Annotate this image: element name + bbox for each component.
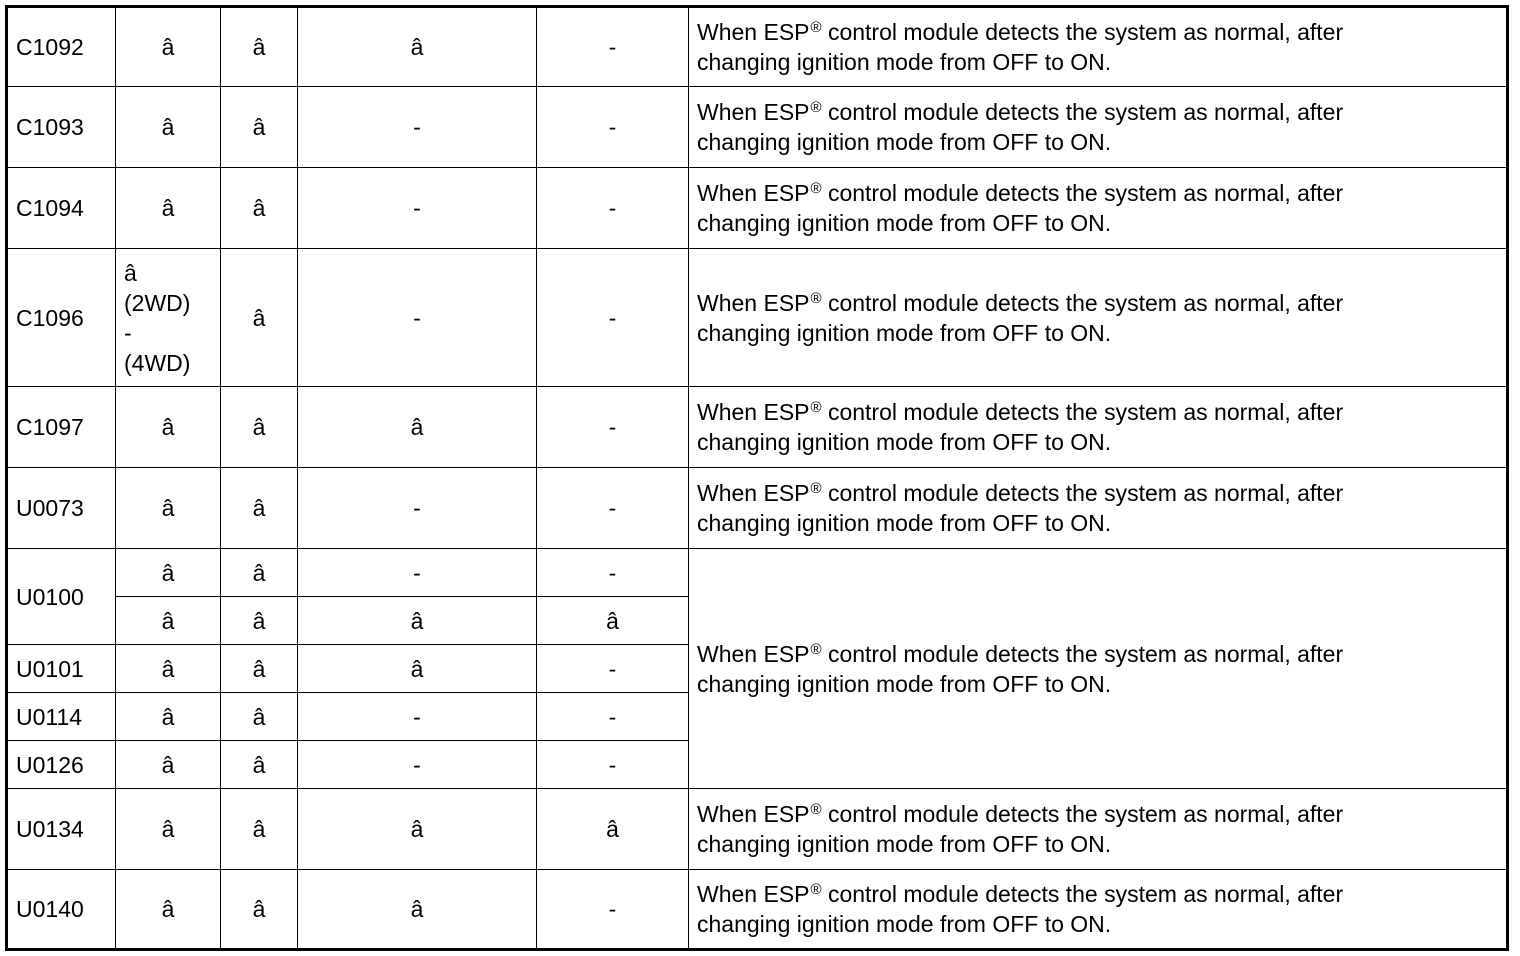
condition-text: control module detects the system as normal, after	[821, 99, 1344, 125]
mark-cell: â	[537, 789, 689, 870]
mark-cell: â	[221, 549, 298, 597]
mark-cell: â	[221, 789, 298, 870]
condition-text: When ESP	[697, 399, 810, 425]
mark-line: -	[124, 319, 132, 346]
condition-text: control module detects the system as normal, after	[821, 180, 1344, 206]
condition-text: When ESP	[697, 99, 810, 125]
mark-cell: â	[116, 387, 221, 468]
mark-cell: â	[116, 468, 221, 549]
table-row	[7, 549, 1508, 597]
mark-cell: -	[537, 741, 689, 789]
mark-cell: -	[537, 693, 689, 741]
dtc-table	[5, 5, 1509, 951]
registered-mark: ®	[810, 801, 822, 818]
dtc-code: U0126	[7, 741, 116, 789]
mark-cell: â	[298, 597, 537, 645]
recovery-condition	[689, 7, 1508, 87]
mark-cell: â	[221, 87, 298, 168]
mark-cell: -	[298, 693, 537, 741]
dtc-code: U0073	[7, 468, 116, 549]
mark-cell-drive-variant	[116, 249, 221, 387]
condition-text: changing ignition mode from OFF to ON.	[697, 911, 1112, 937]
mark-cell: â	[298, 789, 537, 870]
drive-label-2wd: (2WD)	[124, 289, 191, 316]
dtc-code: U0134	[7, 789, 116, 870]
dtc-code: U0101	[7, 645, 116, 693]
condition-text: changing ignition mode from OFF to ON.	[697, 670, 1112, 697]
mark-cell: -	[298, 87, 537, 168]
mark-cell: â	[221, 7, 298, 87]
dtc-code: U0140	[7, 870, 116, 950]
dtc-code: C1093	[7, 87, 116, 168]
mark-cell: -	[537, 468, 689, 549]
mark-cell: â	[537, 597, 689, 645]
dtc-code: U0100	[7, 549, 116, 645]
table-row	[7, 468, 1508, 549]
mark-cell: -	[298, 549, 537, 597]
dtc-code: C1092	[7, 7, 116, 87]
mark-cell: â	[116, 645, 221, 693]
condition-text: changing ignition mode from OFF to ON.	[697, 319, 1112, 346]
recovery-condition	[689, 789, 1508, 870]
recovery-condition	[689, 168, 1508, 249]
mark-cell: â	[116, 741, 221, 789]
mark-cell: -	[298, 741, 537, 789]
mark-cell: -	[537, 387, 689, 468]
dtc-code: C1097	[7, 387, 116, 468]
registered-mark: ®	[810, 99, 822, 116]
mark-cell: â	[298, 387, 537, 468]
registered-mark: ®	[810, 180, 822, 197]
table-row	[7, 168, 1508, 249]
dtc-code: C1094	[7, 168, 116, 249]
table-row	[7, 870, 1508, 950]
mark-cell: â	[298, 7, 537, 87]
condition-text: control module detects the system as normal, after	[821, 480, 1344, 506]
mark-line: â	[124, 259, 137, 286]
mark-cell: â	[298, 870, 537, 950]
condition-text: changing ignition mode from OFF to ON.	[697, 510, 1112, 536]
registered-mark: ®	[810, 640, 822, 658]
condition-text: changing ignition mode from OFF to ON.	[697, 129, 1112, 155]
mark-cell: â	[116, 693, 221, 741]
mark-cell: â	[116, 789, 221, 870]
mark-cell: -	[298, 249, 537, 387]
condition-text: changing ignition mode from OFF to ON.	[697, 49, 1112, 75]
mark-cell: -	[537, 87, 689, 168]
mark-cell: â	[116, 870, 221, 950]
mark-cell: â	[221, 387, 298, 468]
table-row	[7, 249, 1508, 387]
condition-text: control module detects the system as normal, after	[821, 881, 1344, 907]
mark-cell: â	[116, 168, 221, 249]
condition-text: When ESP	[697, 289, 810, 316]
table-row	[7, 387, 1508, 468]
condition-text: When ESP	[697, 801, 810, 827]
mark-cell: â	[221, 741, 298, 789]
recovery-condition	[689, 549, 1508, 789]
mark-cell: â	[221, 645, 298, 693]
mark-cell: â	[116, 549, 221, 597]
condition-text: When ESP	[697, 180, 810, 206]
recovery-condition	[689, 870, 1508, 950]
drive-label-4wd: (4WD)	[124, 349, 191, 376]
condition-text: When ESP	[697, 640, 810, 667]
condition-text: When ESP	[697, 881, 810, 907]
dtc-code: C1096	[7, 249, 116, 387]
mark-cell: â	[116, 87, 221, 168]
mark-cell: -	[537, 7, 689, 87]
mark-cell: -	[537, 168, 689, 249]
mark-cell: -	[537, 870, 689, 950]
condition-text: control module detects the system as normal, after	[821, 640, 1344, 667]
condition-text: changing ignition mode from OFF to ON.	[697, 831, 1112, 857]
registered-mark: ®	[810, 480, 822, 497]
table-row	[7, 87, 1508, 168]
mark-cell: -	[298, 168, 537, 249]
mark-cell: -	[537, 645, 689, 693]
dtc-code: U0114	[7, 693, 116, 741]
mark-cell: â	[221, 249, 298, 387]
table-row	[7, 7, 1508, 87]
registered-mark: ®	[810, 289, 822, 307]
mark-cell: â	[221, 468, 298, 549]
condition-text: control module detects the system as normal, after	[821, 801, 1344, 827]
mark-cell: -	[537, 249, 689, 387]
registered-mark: ®	[810, 19, 822, 36]
condition-text: changing ignition mode from OFF to ON.	[697, 210, 1112, 236]
table-row	[7, 789, 1508, 870]
recovery-condition	[689, 468, 1508, 549]
condition-text: When ESP	[697, 480, 810, 506]
recovery-condition	[689, 387, 1508, 468]
mark-cell: â	[221, 597, 298, 645]
mark-cell: â	[116, 7, 221, 87]
recovery-condition	[689, 87, 1508, 168]
condition-text: control module detects the system as normal, after	[821, 289, 1344, 316]
mark-cell: â	[298, 645, 537, 693]
mark-cell: -	[537, 549, 689, 597]
mark-cell: â	[221, 870, 298, 950]
mark-cell: -	[298, 468, 537, 549]
mark-cell: â	[116, 597, 221, 645]
recovery-condition	[689, 249, 1508, 387]
condition-text: control module detects the system as normal, after	[821, 19, 1344, 45]
registered-mark: ®	[810, 881, 822, 898]
mark-cell: â	[221, 168, 298, 249]
mark-cell: â	[221, 693, 298, 741]
registered-mark: ®	[810, 399, 822, 416]
condition-text: control module detects the system as normal, after	[821, 399, 1344, 425]
condition-text: When ESP	[697, 19, 810, 45]
condition-text: changing ignition mode from OFF to ON.	[697, 429, 1112, 455]
